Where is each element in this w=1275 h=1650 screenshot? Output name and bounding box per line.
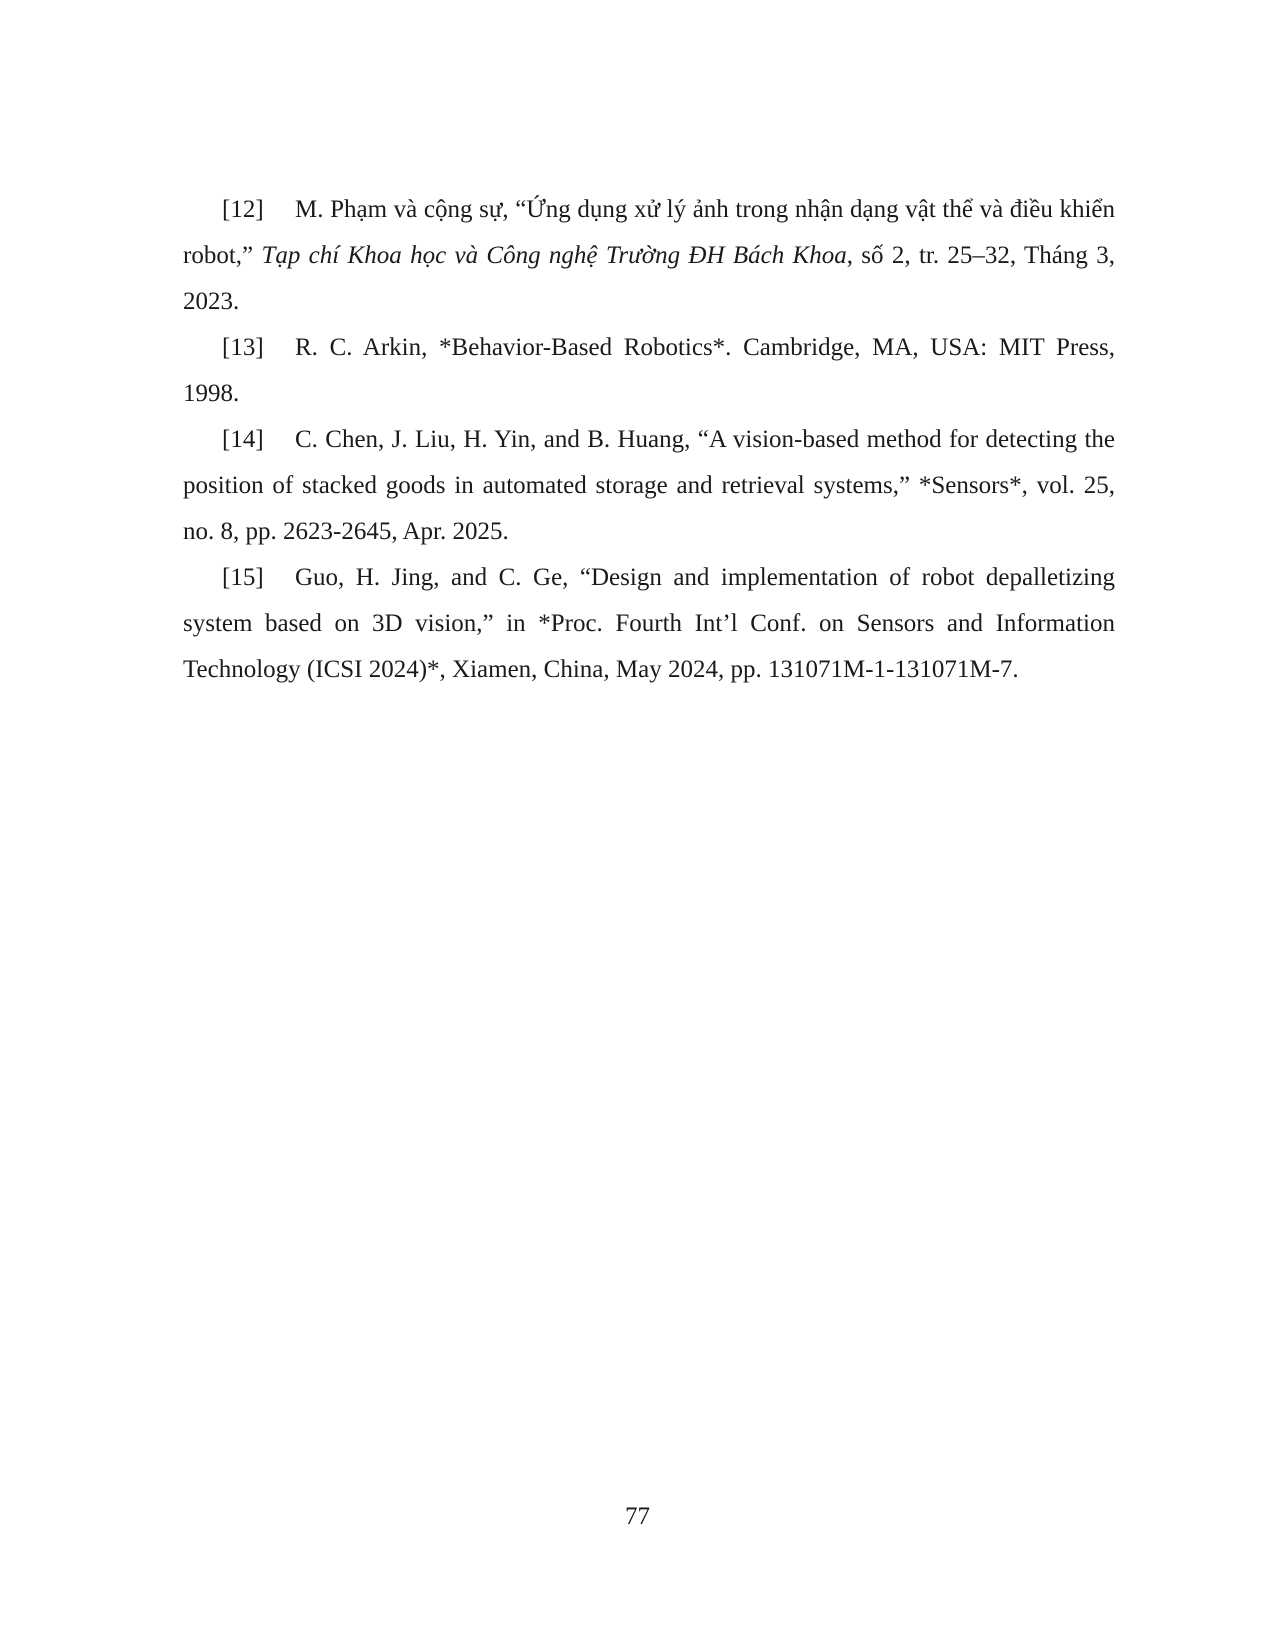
reference-13 xyxy=(183,325,1115,417)
reference-number: [13] xyxy=(222,334,264,361)
reference-15 xyxy=(183,555,1115,693)
reference-text: M. Phạm và cộng sự, “Ứng dụng xử lý ảnh trong nhận dạng vật thể và điều khiển robot,” xyxy=(183,196,1115,269)
reference-14 xyxy=(183,417,1115,555)
reference-12 xyxy=(183,187,1115,325)
reference-text: R. C. Arkin, *Behavior-Based Robotics*. Cambridge, MA, USA: MIT Press, 1998. xyxy=(183,334,1115,407)
reference-number: [15] xyxy=(222,564,264,591)
reference-list xyxy=(183,187,1115,693)
page-number: 77 xyxy=(625,1503,650,1530)
reference-number: [14] xyxy=(222,426,264,453)
reference-text: C. Chen, J. Liu, H. Yin, and B. Huang, “A vision-based method for detecting the position of stacked goods in automated storage and retrieval systems,” *Sensors*, vol. 25, no. 8, pp. 2623-2645, Apr. 2025. xyxy=(183,426,1115,545)
reference-text: , số 2, tr. 25–32, Tháng 3, 2023. xyxy=(183,242,1115,315)
journal-title: Tạp chí Khoa học và Công nghệ Trường ĐH Bách Khoa xyxy=(261,242,847,269)
reference-text: Guo, H. Jing, and C. Ge, “Design and implementation of robot depalletizing system based on 3D vision,” in *Proc. Fourth Int’l Conf. on Sensors and Information Technology (ICSI 2024)*, Xiamen, China, May 2024, pp. 131071M-1-131071M-7. xyxy=(183,564,1115,683)
reference-number: [12] xyxy=(222,196,264,223)
